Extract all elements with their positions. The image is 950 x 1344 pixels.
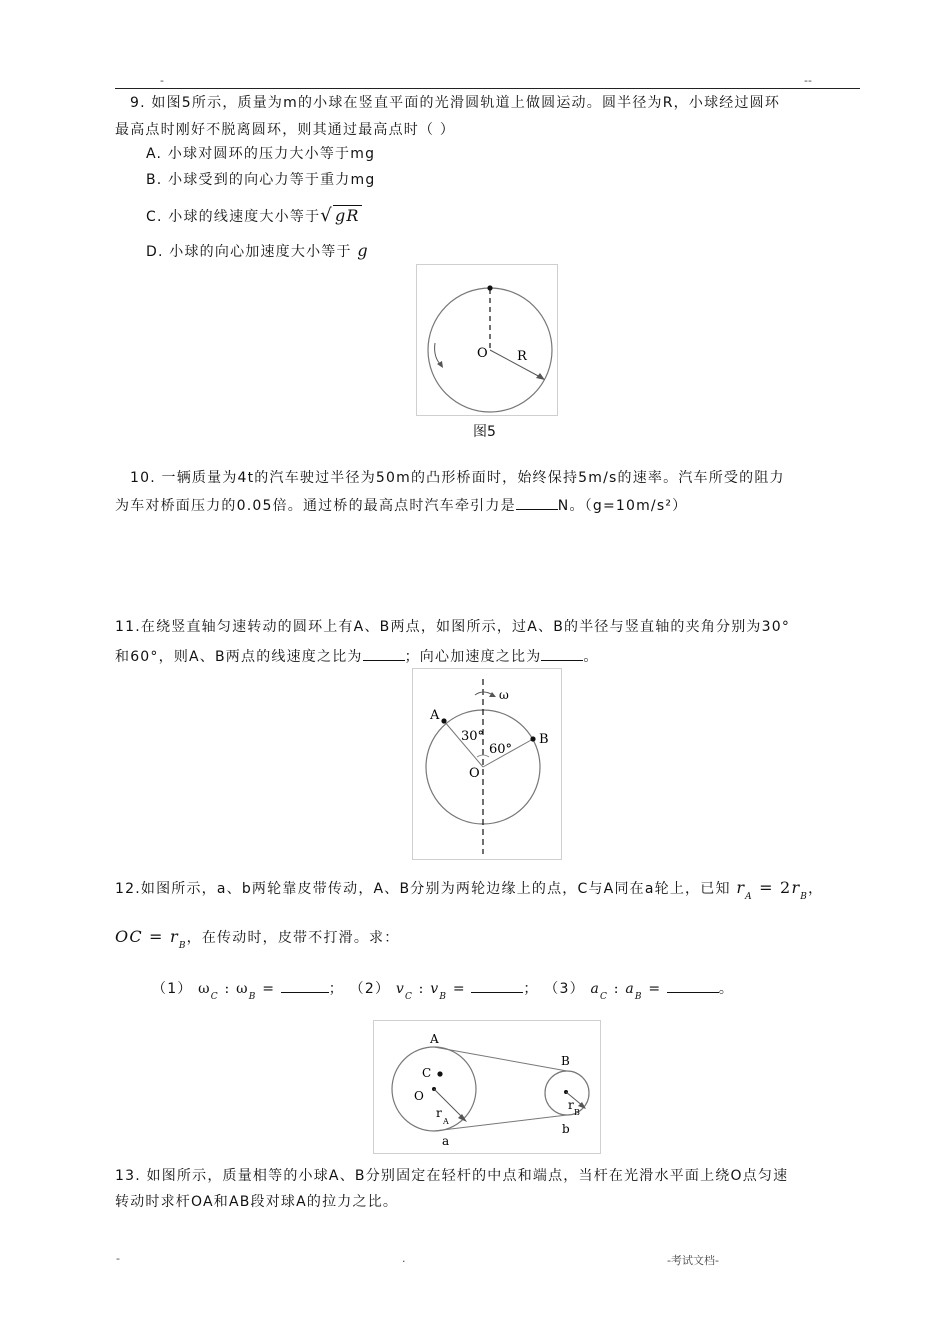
q12-p3-label: （3） bbox=[544, 981, 585, 997]
figure-q11 bbox=[412, 668, 562, 860]
q12-line1-text: 12.如图所示，a、b两轮靠皮带传动，A、B分别为两轮边缘上的点，C与A同在a轮上，已知 bbox=[115, 881, 731, 897]
q13-line1: 13. 如图所示，质量相等的小球A、B分别固定在轻杆的中点和端点，当杆在光滑水平面上绕O点匀速 bbox=[115, 1168, 789, 1184]
q11-line1: 11.在绕竖直轴匀速转动的圆环上有A、B两点，如图所示，过A、B的半径与竖直轴的夹角分别为30° bbox=[115, 619, 791, 635]
q12-line2 bbox=[115, 927, 399, 956]
figure-q12 bbox=[373, 1020, 601, 1154]
sqrt-icon: √ bbox=[320, 205, 333, 226]
fig5-label-o: O bbox=[477, 346, 488, 361]
q12-label-rb-sub: B bbox=[574, 1108, 580, 1117]
q11-label-angle2: 60° bbox=[489, 742, 513, 757]
q11-label-o: O bbox=[469, 766, 480, 781]
q11-line2-a: 和60°，则A、B两点的线速度之比为 bbox=[115, 649, 363, 665]
q12-p3-colon: : bbox=[608, 981, 626, 997]
q12-p1-end: ； bbox=[328, 981, 344, 997]
q12-p1-label: （1） bbox=[152, 981, 193, 997]
q12-p1-colon: : bbox=[218, 981, 237, 997]
q12-label-wheel-a: a bbox=[442, 1134, 450, 1148]
q12-cond1-l: r bbox=[736, 878, 746, 897]
q12-p1-w2: ω bbox=[236, 981, 249, 997]
figure-5 bbox=[416, 264, 558, 416]
q12-p2-end: ； bbox=[523, 981, 539, 997]
header-rule bbox=[115, 88, 860, 89]
q12-cond1-eq: = 2 bbox=[752, 878, 792, 897]
q12-cond1-r-sub: B bbox=[800, 892, 809, 902]
q12-p3-a1: a bbox=[590, 981, 600, 997]
q11-label-a: A bbox=[430, 708, 440, 723]
q10-line2-post: N。（g=10m/s²） bbox=[557, 498, 688, 514]
q12-label-a: A bbox=[430, 1032, 439, 1046]
q12-p1-eq: = bbox=[256, 981, 281, 997]
q9-option-c-text: C. 小球的线速度大小等于 bbox=[146, 209, 321, 225]
header-left-mark: - bbox=[160, 74, 164, 87]
q11-label-angle1: 30° bbox=[461, 729, 485, 744]
q12-cond2-eq: = bbox=[142, 927, 170, 946]
q12-cond2-l: OC bbox=[115, 927, 143, 946]
q10-line2-pre: 为车对桥面压力的0.05倍。通过桥的最高点时汽车牵引力是 bbox=[115, 498, 516, 514]
q13-line2: 转动时求杆OA和AB段对球A的拉力之比。 bbox=[115, 1194, 399, 1210]
q10-line1: 10. 一辆质量为4t的汽车驶过半径为50m的凸形桥面时，始终保持5m/s的速率。汽车所受的阻力 bbox=[130, 470, 785, 486]
q12-p2-s2: B bbox=[439, 992, 448, 1002]
q12-cond1-r: r bbox=[791, 878, 801, 897]
answer-blank[interactable] bbox=[516, 495, 558, 510]
q12-p2-s1: C bbox=[404, 992, 414, 1002]
q10-line2 bbox=[115, 495, 687, 516]
q11-line2 bbox=[115, 646, 599, 667]
q12-label-ra: r bbox=[436, 1106, 442, 1120]
q12-label-b: B bbox=[561, 1054, 570, 1068]
q12-label-o: O bbox=[414, 1089, 424, 1103]
q9-option-b: B. 小球受到的向心力等于重力mg bbox=[146, 172, 376, 188]
q12-p2-v1: v bbox=[395, 981, 405, 997]
q9-option-c bbox=[146, 206, 362, 227]
q9-option-d-text: D. 小球的向心加速度大小等于 bbox=[146, 244, 352, 260]
footer-right: -考试文档- bbox=[667, 1254, 719, 1267]
header-right-mark: -- bbox=[804, 74, 812, 87]
q12-p1-w1: ω bbox=[198, 981, 211, 997]
figure-5-caption: 图5 bbox=[473, 424, 496, 440]
q12-p3-s1: C bbox=[600, 992, 609, 1002]
q11-line2-b: ；向心加速度之比为 bbox=[404, 649, 542, 665]
q12-label-rb: r bbox=[568, 1098, 574, 1112]
q12-p1-s1: C bbox=[210, 992, 219, 1002]
q9-line2: 最高点时刚好不脱离圆环，则其通过最高点时（ ） bbox=[115, 122, 456, 138]
q9-option-c-math: gR bbox=[334, 206, 360, 225]
answer-blank[interactable] bbox=[541, 646, 583, 661]
q9-option-a: A. 小球对圆环的压力大小等于mg bbox=[146, 146, 376, 162]
answer-blank[interactable] bbox=[363, 646, 405, 661]
q9-option-d bbox=[146, 241, 369, 262]
q12-p2-label: （2） bbox=[349, 981, 391, 997]
q9-option-d-math: g bbox=[357, 241, 369, 260]
q12-line2-text: ，在传动时，皮带不打滑。求： bbox=[186, 930, 400, 946]
q11-line2-c: 。 bbox=[583, 649, 599, 665]
fig5-label-r: R bbox=[517, 349, 527, 364]
q12-p1-s2: B bbox=[248, 992, 257, 1002]
answer-blank[interactable] bbox=[667, 978, 719, 993]
q12-p2-v2: v bbox=[430, 981, 440, 997]
q12-cond2-r: r bbox=[169, 927, 179, 946]
answer-blank[interactable] bbox=[471, 978, 523, 993]
q12-p2-colon: : bbox=[413, 981, 431, 997]
q12-cond2-r-sub: B bbox=[178, 941, 187, 951]
q12-p3-eq: = bbox=[642, 981, 667, 997]
footer-center: . bbox=[402, 1252, 406, 1265]
q12-cond1-tail: ， bbox=[808, 881, 824, 897]
answer-blank[interactable] bbox=[281, 978, 329, 993]
q9-line1: 9. 如图5所示，质量为m的小球在竖直平面的光滑圆轨道上做圆运动。圆半径为R，小球经过圆环 bbox=[130, 95, 781, 111]
q12-label-ra-sub: A bbox=[443, 1117, 449, 1126]
q12-label-wheel-b: b bbox=[562, 1122, 570, 1136]
q12-p2-eq: = bbox=[447, 981, 472, 997]
q12-cond1-l-sub: A bbox=[745, 892, 753, 902]
q12-p3-a2: a bbox=[625, 981, 635, 997]
q12-p3-end: 。 bbox=[718, 981, 735, 997]
q12-parts bbox=[152, 978, 734, 1007]
q11-label-b: B bbox=[539, 732, 549, 747]
q11-label-omega: ω bbox=[499, 688, 509, 702]
q12-label-c: C bbox=[422, 1066, 432, 1080]
footer-left: - bbox=[116, 1252, 120, 1265]
q12-p3-s2: B bbox=[634, 992, 643, 1002]
q12-line1 bbox=[115, 878, 823, 907]
